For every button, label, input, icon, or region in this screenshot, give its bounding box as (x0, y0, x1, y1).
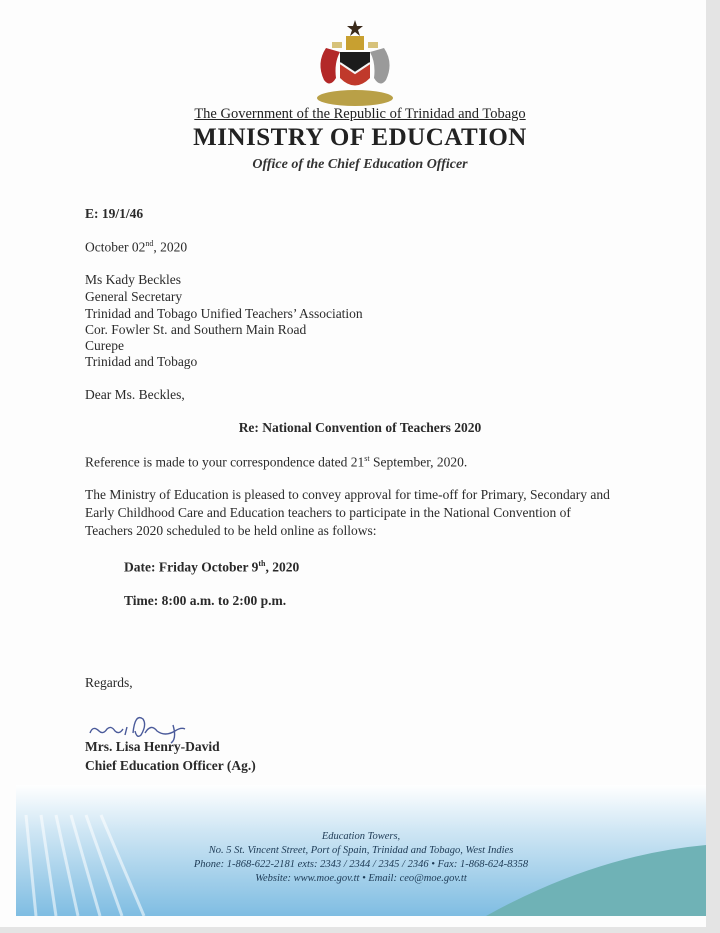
letter-date: October 02nd, 2020 (85, 239, 188, 255)
event-date: Date: Friday October 9th, 2020 (124, 559, 300, 575)
signer-title: Chief Education Officer (Ag.) (85, 758, 256, 773)
recipient-line: Trinidad and Tobago (85, 354, 198, 369)
salutation: Dear Ms. Beckles, (85, 387, 185, 402)
event-time: Time: 8:00 a.m. to 2:00 p.m. (124, 593, 287, 608)
recipient-line: Ms Kady Beckles (85, 272, 181, 287)
paragraph-approval-line: Teachers 2020 scheduled to be held online as follows: (85, 523, 377, 538)
office-heading: Office of the Chief Education Officer (252, 157, 468, 172)
footer-line: Website: www.moe.gov.tt • Email: ceo@moe.gov.tt (255, 873, 467, 884)
closing: Regards, (85, 675, 133, 690)
paragraph-approval-line: The Ministry of Education is pleased to convey approval for time-off for Primary, Secondary and (85, 487, 610, 502)
reference-number: E: 19/1/46 (85, 206, 144, 221)
recipient-line: Cor. Fowler St. and Southern Main Road (85, 322, 307, 337)
signer-name: Mrs. Lisa Henry-David (85, 739, 220, 754)
footer-line: Phone: 1-868-622-2181 exts: 2343 / 2344 / 2345 / 2346 • Fax: 1-868-624-8358 (193, 859, 529, 870)
coat-of-arms-icon (306, 18, 404, 110)
subject-line: Re: National Convention of Teachers 2020 (238, 420, 482, 435)
recipient-line: General Secretary (85, 289, 183, 304)
recipient-line: Trinidad and Tobago Unified Teachers’ Association (85, 306, 363, 321)
footer-line: Education Towers, (321, 831, 401, 842)
footer-line: No. 5 St. Vincent Street, Port of Spain, Trinidad and Tobago, West Indies (208, 845, 514, 856)
recipient-line: Curepe (85, 338, 124, 353)
paragraph-reference: Reference is made to your correspondence dated 21st September, 2020. (85, 454, 468, 470)
paragraph-approval-line: Early Childhood Care and Education teachers to participate in the National Convention of (85, 505, 571, 520)
government-heading: The Government of the Republic of Trinidad and Tobago (194, 106, 526, 122)
ministry-heading: MINISTRY OF EDUCATION (193, 124, 527, 151)
